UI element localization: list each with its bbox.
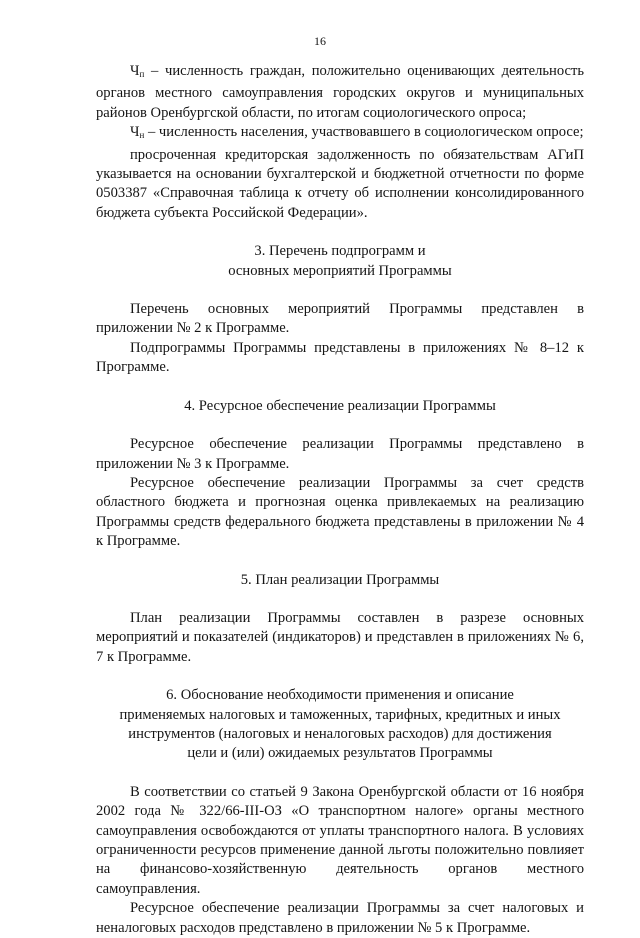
paragraph: Ресурсное обеспечение реализации Программы представлено в приложении № 3 к Программе. [96, 436, 584, 472]
variable-description: – численность граждан, положительно оценивающих деятельность органов местного самоуправления городских округов и муниципальных районов Оренбургской области, по итогам социологического опроса; [96, 63, 584, 121]
variable-subscript: п [139, 69, 145, 79]
page-content [96, 62, 584, 938]
section-heading: 5. План реализации Программы [240, 571, 440, 588]
paragraph: Ресурсное обеспечение реализации Программы за счет средств областного бюджета и прогнозная оценка привлекаемых на реализацию Программы средств федерального бюджета представлены в приложении № 4 к Программе. [96, 474, 584, 550]
paragraph: просроченная кредиторская задолженность по обязательствам АГиП указывается на основании бухгалтерской и бюджетной отчетности по форме 0503387 «Справочная таблица к отчету об исполнении консолидированного бюджета субъекта Российской Федерации». [96, 146, 584, 221]
page-number: 16 [314, 34, 326, 48]
section-heading-line: инструментов (налоговых и неналоговых расходов) для достижения [128, 725, 552, 742]
paragraph: Подпрограммы Программы представлены в приложениях № 8–12 к Программе. [96, 339, 584, 376]
section-heading-line: 6. Обоснование необходимости применения и описание [166, 687, 514, 704]
variable-description: – численность населения, участвовавшего в социологическом опросе; [144, 124, 584, 141]
section-heading-line: применяемых налоговых и таможенных, тарифных, кредитных и иных [119, 706, 561, 723]
paragraph: Ресурсное обеспечение реализации Программы за счет налоговых и неналоговых расходов представлено в приложении № 5 к Программе. [96, 900, 584, 936]
formula-variable-definition [96, 123, 584, 145]
variable-symbol: Ч [130, 124, 140, 141]
paragraph: Перечень основных мероприятий Программы представлен в приложении № 2 к Программе. [96, 301, 584, 337]
section-heading: 4. Ресурсное обеспечение реализации Программы [184, 397, 496, 414]
paragraph: В соответствии со статьей 9 Закона Оренбургской области от 16 ноября 2002 года № 322/66-III-ОЗ «О транспортном налоге» органы местного самоуправления освобождаются от уплаты транспортного налога. В условиях ограниченности ресурсов применение данной льготы положительно повлияет на финансово-хозяйственную деятельность органов местного самоуправления. [96, 783, 584, 897]
variable-symbol: Ч [130, 63, 140, 79]
formula-variable-definition [96, 62, 584, 123]
section-heading-line: основных мероприятий Программы [228, 262, 452, 279]
section-heading-line: цели и (или) ожидаемых результатов Программы [187, 745, 493, 762]
section-heading-line: 3. Перечень подпрограмм и [254, 243, 426, 260]
variable-subscript: н [139, 130, 145, 141]
paragraph: План реализации Программы составлен в разрезе основных мероприятий и показателей (индикаторов) и представлен в приложениях № 6, 7 к Программе. [96, 609, 584, 665]
